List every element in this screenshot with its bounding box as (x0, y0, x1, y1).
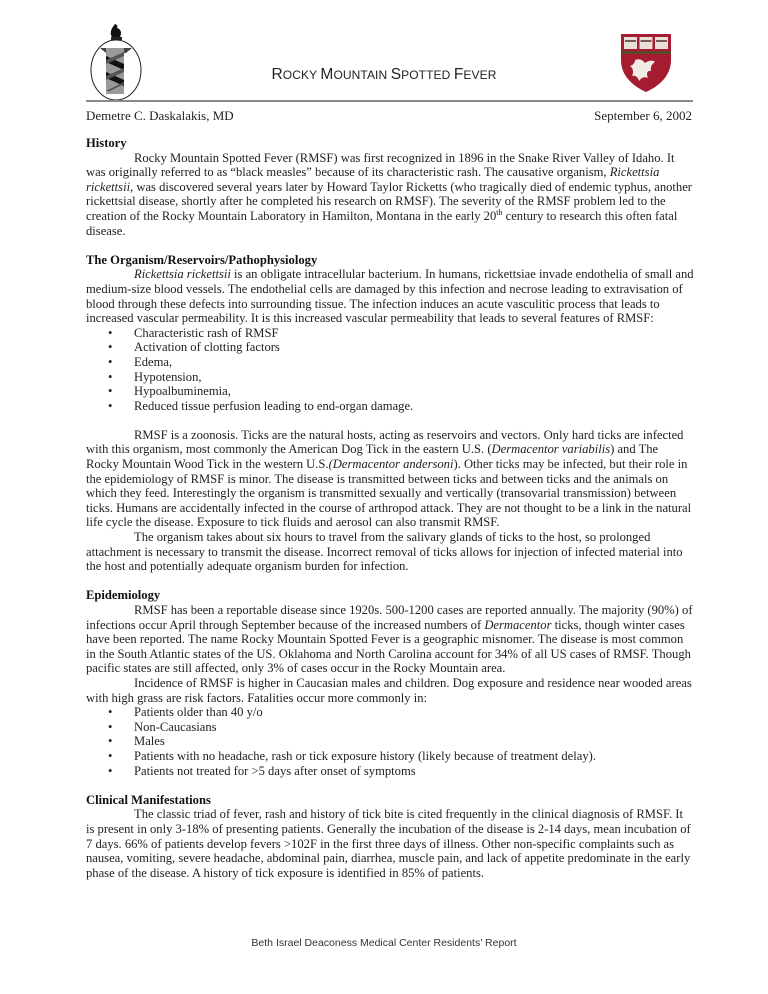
bullet-icon: • (108, 369, 113, 384)
section-heading: History (86, 136, 127, 150)
bullet-icon: • (108, 748, 113, 763)
paragraph: RMSF has been a reportable disease since 1920s. 500-1200 cases are reported annually. The majority (90%) of infections occur April through September because of the increased numbers of Dermacentor ticks, though winter cases have been reported. The name Rocky Mountain Spotted Fever is a geographic misnomer. The disease is most common in the South Atlantic states of the US. Oklahoma and North Carolina account for 34% of all US cases of RMSF. Though pacific states are still affected, only 3% of cases occur in the Rocky Mountain area. (86, 603, 693, 676)
list-item: • Activation of clotting factors (108, 340, 280, 355)
document-title (0, 66, 768, 84)
paragraph: The organism takes about six hours to travel from the salivary glands of ticks to the host, so prolonged attachment is necessary to transmit the disease. Incorrect removal of ticks allows for injection of infected material into the host and potentially adequate organism burden for infection. (86, 530, 683, 574)
bullet-icon: • (108, 354, 113, 369)
list-item: • Characteristic rash of RMSF (108, 325, 279, 340)
title-word-3: SPOTTED (390, 66, 454, 83)
bullet-icon: • (108, 340, 113, 355)
section-clinical-manifestations (86, 793, 694, 881)
list-item: • Males (108, 734, 165, 749)
section-heading: Clinical Manifestations (86, 792, 211, 807)
list-item: • Hypoalbuminemia, (108, 384, 231, 399)
bullet-icon: • (108, 398, 113, 413)
fatality-risk-list (86, 705, 694, 778)
header-divider (86, 100, 693, 102)
features-list (86, 326, 694, 414)
bullet-icon: • (108, 325, 113, 340)
paragraph: Rickettsia rickettsii is an obligate intracellular bacterium. In humans, rickettsiae invade endothelia of small and medium-size blood vessels. The endothelial cells are damaged by this infection and necrose leading to extravisation of blood through these defects into surrounding tissue. The infection induces an acute vasculitic process that leads to increased vascular permeability. It is this increased vascular permeability that leads to several features of RMSF: (86, 267, 694, 326)
bullet-icon: • (108, 763, 113, 778)
document-body (86, 136, 694, 895)
title-word-4: FEVER (453, 66, 497, 83)
title-word-2: MOUNTAIN (320, 66, 391, 83)
list-item: • Hypotension, (108, 369, 202, 384)
section-organism (86, 253, 694, 574)
list-item: • Edema, (108, 354, 173, 369)
author-name: Demetre C. Daskalakis, MD (86, 108, 234, 123)
paragraph: The classic triad of fever, rash and history of tick bite is cited frequently in the clinical diagnosis of RMSF. It is present in only 3-18% of presenting patients. Generally the incubation of the disease is 2-14 days, mean incubation of 7 days. 66% of patients develop fevers >102F in the first three days of illness. Other non-specific complaints such as nausea, vomiting, severe headache, abdominal pain, diarrhea, muscle pain, and lack of appetite predominate in the early phase of the disease. A history of tick exposure is identified in 85% of patients. (86, 807, 691, 880)
list-item: • Patients with no headache, rash or tick exposure history (likely because of treatment delay). (108, 748, 596, 763)
list-item: • Patients older than 40 y/o (108, 705, 263, 720)
title-word-1: ROCKY (271, 66, 321, 83)
bullet-icon: • (108, 719, 113, 734)
document-date: September 6, 2002 (594, 108, 692, 123)
section-history (86, 136, 694, 238)
section-epidemiology (86, 588, 694, 778)
bidmc-logo-icon (88, 20, 150, 102)
list-item: • Reduced tissue perfusion leading to end-organ damage. (108, 398, 414, 413)
list-item: • Non-Caucasians (108, 719, 217, 734)
section-heading: The Organism/Reservoirs/Pathophysiology (86, 252, 318, 267)
list-item: • Patients not treated for >5 days after onset of symptoms (108, 763, 416, 778)
page-footer: Beth Israel Deaconess Medical Center Residents’ Report (251, 937, 517, 949)
bullet-icon: • (108, 384, 113, 399)
section-heading: Epidemiology (86, 588, 161, 603)
paragraph: Rocky Mountain Spotted Fever (RMSF) was first recognized in 1896 in the Snake River Valley of Idaho. It was originally referred to as “black measles” because of its characteristic rash. The causative organism, Rickettsia rickettsii, was discovered several years later by Howard Taylor Ricketts (who tragically died of endemic typhus, another rickettsial disease, shortly after he completed his research on RMSF). The severity of the RMSF problem led to the creation of the Rocky Mountain Laboratory in Hamilton, Montana in the early 20th century to research this often fatal disease. (86, 150, 692, 238)
paragraph: Incidence of RMSF is higher in Caucasian males and children. Dog exposure and residence near wooded areas with high grass are risk factors. Fatalities occur more commonly in: (86, 675, 692, 705)
bullet-icon: • (108, 705, 113, 720)
harvard-shield-icon (619, 32, 673, 94)
bullet-icon: • (108, 734, 113, 749)
paragraph: RMSF is a zoonosis. Ticks are the natural hosts, acting as reservoirs and vectors. Only hard ticks are infected with this organism, most commonly the American Dog Tick in the eastern U.S. (Dermacentor variabilis) and The Rocky Mountain Wood Tick in the western U.S.(Dermacentor andersoni). Other ticks may be infected, but their role in the epidemiology of RMSF is minor. The disease is transmitted between ticks and between ticks and the animals on which they feed. Interestingly the organism is transmitted sexually and vertically (transovarial transmission) between ticks. Humans are accidentally infected in the course of arthropod attack. They are not thought to be a link in the natural life cycle the disease. Exposure to tick fluids and aerosol can also transmit RMSF. (86, 427, 692, 530)
